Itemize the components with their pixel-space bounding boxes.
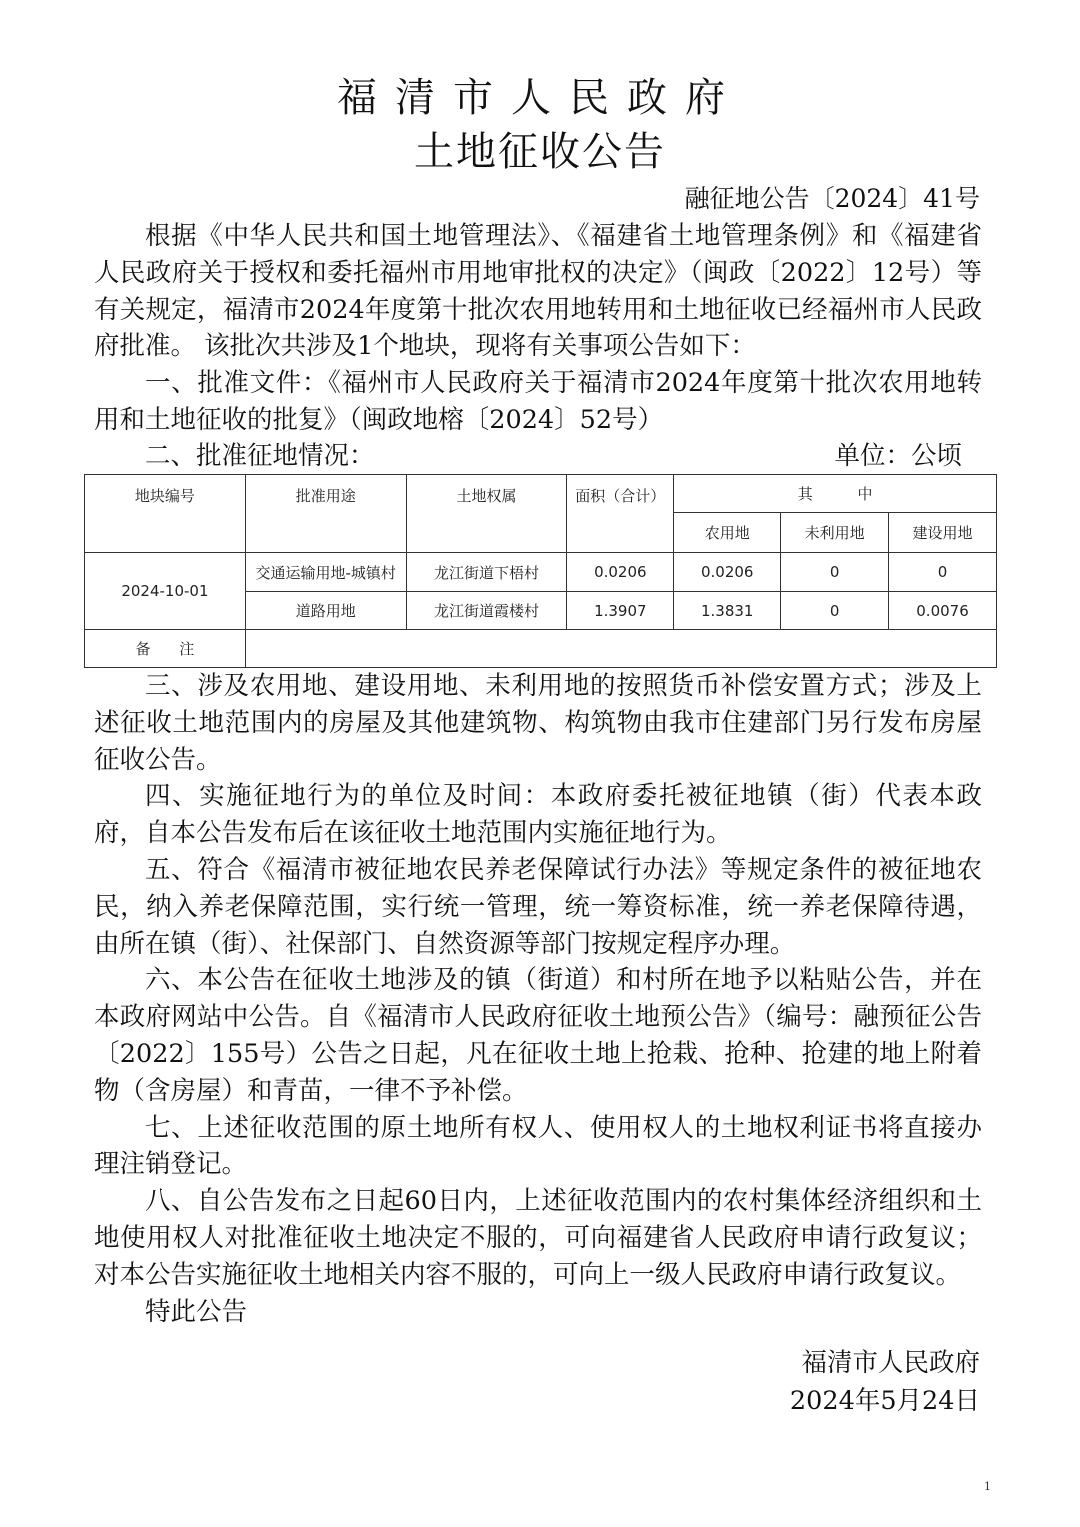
remarks-row — [85, 630, 997, 668]
document-number: 融征地公告〔2024〕41号 — [684, 184, 980, 213]
signature-block — [790, 1344, 980, 1420]
cell-construction: 0 — [889, 553, 997, 592]
cell-total: 1.3907 — [567, 592, 674, 630]
page-number: 1 — [984, 1480, 991, 1493]
cell-unused: 0 — [781, 553, 889, 592]
item-3-paragraph: 三、涉及农用地、建设用地、未利用地的按照货币补偿安置方式；涉及上述征收土地范围内的房屋及其他建筑物、构筑物由我市住建部门另行发布房屋征收公告。 — [94, 671, 982, 775]
header-construction: 建设用地 — [889, 513, 997, 553]
cell-farm: 1.3831 — [674, 592, 781, 630]
cell-construction: 0.0076 — [889, 592, 997, 630]
intro-section — [94, 218, 982, 439]
remarks-value — [245, 630, 996, 668]
remarks-label: 备 注 — [85, 630, 246, 668]
header-farm: 农用地 — [674, 513, 781, 553]
signature-org: 福清市人民政府 — [801, 1348, 980, 1378]
signature-date: 2024年5月24日 — [789, 1386, 980, 1416]
header-unused: 未利用地 — [781, 513, 889, 553]
item-2-heading — [94, 438, 962, 474]
header-approved-use: 批准用途 — [245, 475, 406, 553]
item-2-label: 二、批准征地情况： — [145, 441, 375, 471]
item-4-paragraph: 四、实施征地行为的单位及时间：本政府委托被征地镇（街）代表本政府，自本公告发布后在该征收土地范围内实施征地行为。 — [94, 781, 982, 849]
cell-total: 0.0206 — [567, 553, 674, 592]
closing-paragraph: 特此公告 — [145, 1296, 248, 1327]
item-6-paragraph: 六、本公告在征收土地涉及的镇（街道）和村所在地予以粘贴公告，并在本政府网站中公告。自《福清市人民政府征收土地预公告》（编号：融预征公告〔2022〕155号）公告之日起，凡在征收土地上抢栽、抢种、抢建的地上附着物（含房屋）和青苗，一律不予补偿。 — [94, 965, 982, 1106]
item-8-paragraph: 八、自公告发布之日起60日内，上述征收范围内的农村集体经济组织和土地使用权人对批准征收土地决定不服的，可向福建省人民政府申请行政复议；对本公告实施征收土地相关内容不服的，可向上一级人民政府申请行政复议。 — [94, 1186, 982, 1290]
intro-paragraph: 根据《中华人民共和国土地管理法》、《福建省土地管理条例》和《福建省人民政府关于授权和委托福州市用地审批权的决定》（闽政〔2022〕12号）等有关规定，福清市2024年度第十批次农用地转用和土地征收已经福州市人民政府批准。 该批次共涉及1个地块，现将有关事项公告如下： — [94, 221, 982, 362]
cell-approved-use-line1: 交通运输用地-城镇村 — [245, 553, 406, 592]
table-row — [85, 553, 997, 592]
cell-unused: 0 — [781, 592, 889, 630]
items-section — [94, 668, 982, 1330]
org-title: 福清市人民政府 — [337, 75, 743, 121]
land-table — [84, 474, 997, 668]
item-1-paragraph: 一、批准文件：《福州市人民政府关于福清市2024年度第十批次农用地转用和土地征收的批复》（闽政地榕〔2024〕52号） — [94, 368, 982, 435]
item-5-paragraph: 五、符合《福清市被征地农民养老保障试行办法》等规定条件的被征地农民，纳入养老保障范围，实行统一管理，统一筹资标准，统一养老保障待遇，由所在镇（街）、社保部门、自然资源等部门按规定程序办理。 — [94, 854, 982, 959]
document-title: 土地征收公告 — [414, 129, 666, 175]
cell-ownership: 龙江街道下梧村 — [406, 553, 567, 592]
cell-parcel-no: 2024-10-01 — [85, 553, 246, 630]
header-parcel-no: 地块编号 — [85, 475, 246, 553]
unit-label: 单位：公顷 — [834, 441, 962, 471]
cell-approved-use-line2: 道路用地 — [245, 592, 406, 630]
header-among: 其 中 — [674, 475, 997, 513]
item-7-paragraph: 七、上述征收范围的原土地所有权人、使用权人的土地权利证书将直接办理注销登记。 — [94, 1112, 982, 1180]
header-area-total: 面积（合计） — [567, 475, 674, 553]
cell-farm: 0.0206 — [674, 553, 781, 592]
header-ownership: 土地权属 — [406, 475, 567, 553]
cell-ownership: 龙江街道霞楼村 — [406, 592, 567, 630]
